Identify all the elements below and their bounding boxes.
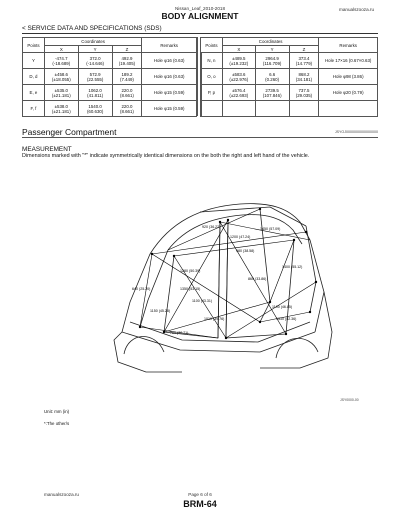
x-cell: ±576.4 (±22.693) bbox=[222, 85, 255, 101]
dim-label: 640 (25.20) bbox=[132, 287, 151, 291]
y-cell: 372.0 (-14.646) bbox=[78, 53, 112, 69]
header-y: Y bbox=[78, 46, 112, 53]
header-coordinates: Coordinates bbox=[44, 38, 141, 46]
page-indicator: Page 6 of 6 bbox=[188, 492, 212, 497]
passenger-compartment-title: Passenger Compartment bbox=[22, 127, 117, 137]
footer-site-link[interactable]: manualszooza.ru bbox=[44, 492, 79, 497]
header-remarks: Remarks bbox=[319, 38, 378, 53]
point-cell: O, o bbox=[201, 69, 223, 85]
z-cell: 492.9 (19.405) bbox=[112, 53, 142, 69]
roof-outline bbox=[150, 204, 310, 254]
page-code: BRM-64 bbox=[183, 499, 217, 509]
y-cell: 572.9 (22.555) bbox=[78, 69, 112, 85]
spec-table-left bbox=[22, 37, 197, 117]
title-divider bbox=[22, 137, 378, 138]
header-coordinates: Coordinates bbox=[222, 38, 319, 46]
far-side-roof bbox=[200, 207, 306, 226]
table-row bbox=[23, 53, 197, 69]
header-remarks: Remarks bbox=[142, 38, 197, 53]
x-cell: ±535.0 (±21.181) bbox=[44, 85, 78, 101]
table-row bbox=[23, 85, 197, 101]
header-site-link[interactable]: manualszooza.ru bbox=[339, 7, 374, 12]
section-code: JSYOJ0000000000000000 bbox=[334, 130, 378, 134]
spec-table-right bbox=[200, 37, 378, 117]
x-cell: ±489.5 (±19.232) bbox=[222, 53, 255, 69]
document-title: BODY ALIGNMENT bbox=[161, 11, 239, 21]
table-row bbox=[201, 85, 378, 101]
header-points: Points bbox=[201, 38, 223, 53]
remarks-cell: Hole φ15 (0.59) bbox=[142, 101, 197, 117]
far-side-rear bbox=[306, 226, 316, 312]
x-cell: -474.7 (-18.689) bbox=[44, 53, 78, 69]
y-cell: 1062.0 (41.811) bbox=[78, 85, 112, 101]
header-z: Z bbox=[289, 46, 319, 53]
dim-label: 980 (38.58) bbox=[236, 249, 255, 253]
header-x: X bbox=[44, 46, 78, 53]
rear-wheel-arch bbox=[276, 338, 318, 358]
dim-label: 1350 (53.15) bbox=[180, 287, 201, 291]
header-y: Y bbox=[255, 46, 289, 53]
dim-label: 780 (30.71) bbox=[170, 331, 189, 335]
table-row-empty bbox=[201, 101, 378, 117]
diagram-code: JSY0000-00 bbox=[340, 398, 359, 402]
remarks-cell: Hole φ15 (0.59) bbox=[142, 85, 197, 101]
z-cell: 373.4 (14.779) bbox=[289, 53, 319, 69]
dim-label: 860 (33.86) bbox=[248, 277, 267, 281]
point-cell: E, e bbox=[23, 85, 45, 101]
dim-label: 1150 (45.28) bbox=[150, 309, 171, 313]
body-alignment-diagram bbox=[110, 182, 335, 396]
header-x: X bbox=[222, 46, 255, 53]
z-cell: 220.0 (8.661) bbox=[112, 85, 142, 101]
table-row bbox=[201, 69, 378, 85]
y-cell: 1540.0 (60.630) bbox=[78, 101, 112, 117]
remarks-cell: Hole φ98 (3.86) bbox=[319, 69, 378, 85]
point-cell: Y bbox=[23, 53, 45, 69]
dim-label: 1400 (55.12) bbox=[282, 265, 303, 269]
x-cell: ±458.6 (±18.055) bbox=[44, 69, 78, 85]
y-cell: 2739.5 (107.846) bbox=[255, 85, 289, 101]
y-cell: 6.6 (0.260) bbox=[255, 69, 289, 85]
y-cell: 2964.9 (116.709) bbox=[255, 53, 289, 69]
point-cell: F, f bbox=[23, 101, 45, 117]
point-cell: N, n bbox=[201, 53, 223, 69]
far-side-pillar bbox=[260, 209, 270, 322]
unit-note: Unit: mm (in) bbox=[44, 409, 70, 414]
dim-label: 920 (36.22) bbox=[202, 225, 221, 229]
dim-label: 1450 (57.09) bbox=[260, 227, 281, 231]
header-points: Points bbox=[23, 38, 45, 53]
point-cell: P, p bbox=[201, 85, 223, 101]
remarks-cell: Hole φ16 (0.63) bbox=[142, 53, 197, 69]
dim-label: 1280 (50.39) bbox=[180, 269, 201, 273]
table-row bbox=[23, 101, 197, 117]
x-cell: ±538.0 (±21.181) bbox=[44, 101, 78, 117]
dim-label: 1190 (46.85) bbox=[272, 305, 293, 309]
z-cell: 737.5 (29.035) bbox=[289, 85, 319, 101]
remarks-cell: Hole φ20 (0.79) bbox=[319, 85, 378, 101]
x-cell: ±583.6 (±22.976) bbox=[222, 69, 255, 85]
rear-pillar bbox=[310, 240, 324, 332]
dim-label: 1200 (47.24) bbox=[230, 235, 251, 239]
table-row bbox=[23, 69, 197, 85]
remarks-cell: Hole φ16 (0.63) bbox=[142, 69, 197, 85]
header-z: Z bbox=[112, 46, 142, 53]
symmetry-note: *:The other/s bbox=[44, 421, 70, 426]
measurement-heading: MEASUREMENT bbox=[22, 146, 72, 153]
floor-line bbox=[130, 322, 310, 342]
document-source: Nissan_Leaf_2010-2018 bbox=[174, 6, 226, 11]
section-divider bbox=[22, 33, 378, 34]
dim-label: 1330 (52.36) bbox=[276, 317, 297, 321]
z-cell: 220.0 (8.661) bbox=[112, 101, 142, 117]
z-cell: 189.2 (7.449) bbox=[112, 69, 142, 85]
section-heading: < SERVICE DATA AND SPECIFICATIONS (SDS) bbox=[22, 25, 162, 32]
table-row bbox=[201, 53, 378, 69]
remarks-cell: Hole 17×16 (0.67×0.63) bbox=[319, 53, 378, 69]
point-cell: D, d bbox=[23, 69, 45, 85]
z-cell: 868.2 (34.181) bbox=[289, 69, 319, 85]
dim-label: 1100 (43.31) bbox=[192, 299, 213, 303]
measurement-description: Dimensions marked with "*" indicate symmetrically identical dimensions on the both the right and left hand of the vehicle. bbox=[22, 153, 310, 159]
dim-label: 1010 (39.76) bbox=[204, 317, 225, 321]
